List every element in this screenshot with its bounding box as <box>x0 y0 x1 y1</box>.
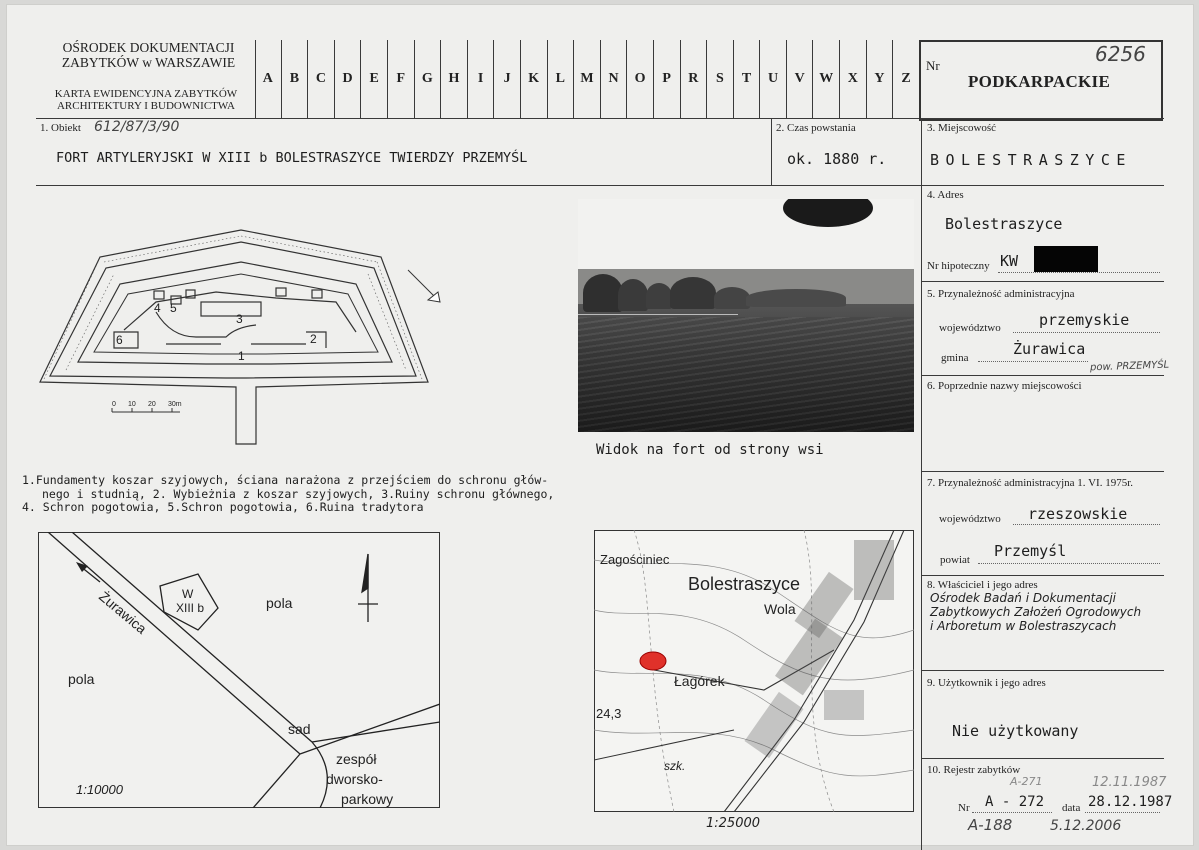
register-new-date: 5.12.2006 <box>1050 818 1122 834</box>
sketch-field-right: pola <box>266 595 293 611</box>
topographic-map <box>594 530 914 812</box>
plan-legend-line-2: nego i studnią, 2. Wybieżnia z koszar szyjowych, 3.Ruiny schronu głównego, <box>42 486 555 501</box>
mortgage-label: Nr hipoteczny <box>927 260 990 272</box>
locality-value: BOLESTRASZYCE <box>930 151 1132 169</box>
plan-label-3: 3 <box>236 312 243 326</box>
scale-tick-30: 30m <box>168 401 182 408</box>
institution-line-1: OŚRODEK DOKUMENTACJI <box>62 40 235 55</box>
index-letter-p: P <box>654 40 681 118</box>
index-letter-w: W <box>813 40 840 118</box>
north-arrow-icon <box>408 270 440 302</box>
admin-gmina-value: Żurawica <box>1013 340 1086 358</box>
index-letter-c: C <box>308 40 335 118</box>
index-letter-r: R <box>681 40 708 118</box>
index-letter-h: H <box>441 40 468 118</box>
index-letter-n: N <box>601 40 628 118</box>
index-letter-v: V <box>787 40 814 118</box>
owner-address <box>930 591 1141 633</box>
index-letter-k: K <box>521 40 548 118</box>
index-letter-i: I <box>468 40 495 118</box>
index-letter-g: G <box>415 40 442 118</box>
scale-tick-10: 10 <box>128 401 136 408</box>
topo-place: Łagórek <box>674 673 725 689</box>
admin-gmina-label: gmina <box>941 352 969 364</box>
plan-legend-line-1: 1.Fundamenty koszar szyjowych, ściana narażona z przejściem do schronu głów- <box>22 473 549 487</box>
locality-label: 3. Miejscowość <box>927 122 997 134</box>
admin-label: 5. Przynależność administracyjna <box>927 288 1075 300</box>
owner-line-1: Ośrodek Badań i Dokumentacji <box>930 591 1116 605</box>
card-type-line-2: ARCHITEKTURY I BUDOWNICTWA <box>56 100 236 112</box>
plan-label-4: 4 <box>154 301 161 315</box>
index-letter-t: T <box>734 40 761 118</box>
index-letter-e: E <box>361 40 388 118</box>
mortgage-value: KW <box>1000 252 1019 270</box>
previous-names-label: 6. Poprzednie nazwy miejscowości <box>927 380 1082 392</box>
plan-label-2: 2 <box>310 332 317 346</box>
location-sketch-map <box>38 532 440 808</box>
topo-village-3: Wola <box>764 601 796 617</box>
voivodeship-name: PODKARPACKIE <box>968 72 1111 91</box>
topo-height: 24,3 <box>596 706 622 721</box>
index-letter-row <box>255 40 919 118</box>
admin-voivodeship-label: województwo <box>939 322 1001 334</box>
nr-label: Nr <box>926 58 940 73</box>
index-letter-b: B <box>282 40 309 118</box>
sketch-scale: 1:10000 <box>76 782 123 797</box>
index-letter-z: Z <box>901 71 911 86</box>
index-letter-a: A <box>255 40 282 118</box>
index-letter-m: M <box>574 40 601 118</box>
object-name: FORT ARTYLERYJSKI W XIII b BOLESTRASZYCE TWIERDZY PRZEMYŚL <box>56 150 528 166</box>
plan-label-1: 1 <box>238 349 245 363</box>
topo-abbr: szk. <box>664 759 686 773</box>
owner-line-2: Zabytkowych Założeń Ogrodowych <box>930 605 1142 619</box>
card-type <box>40 88 252 112</box>
sketch-field-left: pola <box>68 671 95 687</box>
address-label: 4. Adres <box>927 189 964 201</box>
fort-location-marker <box>640 652 666 670</box>
index-letter-u: U <box>760 40 787 118</box>
institution-line-2: ZABYTKÓW w WARSZAWIE <box>61 55 236 70</box>
index-letter-x: X <box>840 40 867 118</box>
object-code: 612/87/3/90 <box>94 119 180 135</box>
register-label: 10. Rejestr zabytków <box>927 764 1021 776</box>
register-old-date: 12.11.1987 <box>1092 775 1167 790</box>
sketch-fort-label-1: W <box>182 587 194 601</box>
institution-name <box>46 40 251 70</box>
admin1975-label: 7. Przynależność administracyjna 1. VI. 1975r. <box>927 477 1133 489</box>
index-letter-l: L <box>548 40 575 118</box>
sketch-complex-1: zespół <box>336 751 377 767</box>
register-date-label: data <box>1062 802 1081 814</box>
index-letter-j: J <box>494 40 521 118</box>
register-nr-label: Nr <box>958 802 970 814</box>
plan-label-5: 5 <box>170 301 177 315</box>
admin1975-powiat-value: Przemyśl <box>994 542 1067 560</box>
sketch-complex-2: dworsko- <box>326 771 383 787</box>
sketch-road-label: Żurawica <box>96 588 150 637</box>
register-number: A - 272 <box>985 794 1045 810</box>
record-number: 6256 <box>1095 42 1146 66</box>
owner-label: 8. Właściciel i jego adres <box>927 579 1038 591</box>
card-type-line-1: KARTA EWIDENCYJNA ZABYTKÓW <box>54 88 238 100</box>
fort-plan-drawing <box>36 222 446 452</box>
scale-tick-0: 0 <box>112 401 116 408</box>
address-value: Bolestraszyce <box>945 215 1063 233</box>
user-label: 9. Użytkownik i jego adres <box>927 677 1046 689</box>
admin1975-voivodeship-value: rzeszowskie <box>1028 505 1128 523</box>
fort-photo <box>578 199 914 432</box>
plan-legend <box>22 474 554 515</box>
index-letter-f: F <box>388 40 415 118</box>
admin-voivodeship-value: przemyskie <box>1039 311 1130 329</box>
topo-village-2: Bolestraszyce <box>688 574 801 594</box>
object-label: 1. Obiekt <box>40 122 81 134</box>
index-letter-s: S <box>707 40 734 118</box>
index-letter-d: D <box>335 40 362 118</box>
topo-scale: 1:25000 <box>706 816 761 831</box>
register-old-number: A-271 <box>1010 775 1043 788</box>
index-letter-y: Y <box>867 40 894 118</box>
user-value: Nie użytkowany <box>952 722 1079 740</box>
plan-label-6: 6 <box>116 333 123 347</box>
plan-legend-line-3: 4. Schron pogotowia, 5.Schron pogotowia, 6.Ruina tradytora <box>22 500 424 514</box>
admin1975-powiat-label: powiat <box>940 554 970 566</box>
owner-line-3: i Arboretum w Bolestraszycach <box>930 619 1117 633</box>
topo-village-1: Zagościniec <box>600 552 670 567</box>
sketch-orchard: sad <box>288 721 311 737</box>
photo-caption: Widok na fort od strony wsi <box>596 442 824 458</box>
index-letter-o: O <box>627 40 654 118</box>
scale-tick-20: 20 <box>148 401 156 408</box>
sketch-complex-3: parkowy <box>341 791 394 807</box>
date-value: ok. 1880 r. <box>787 150 887 168</box>
redaction-block <box>1034 246 1098 272</box>
sketch-fort-label-2: XIII b <box>176 601 205 615</box>
admin-gmina-note: pow. PRZEMYŚL <box>1089 359 1170 374</box>
register-date: 28.12.1987 <box>1088 794 1173 810</box>
register-new-number: A-188 <box>968 816 1013 834</box>
admin1975-voivodeship-label: województwo <box>939 513 1001 525</box>
date-label: 2. Czas powstania <box>776 122 856 134</box>
